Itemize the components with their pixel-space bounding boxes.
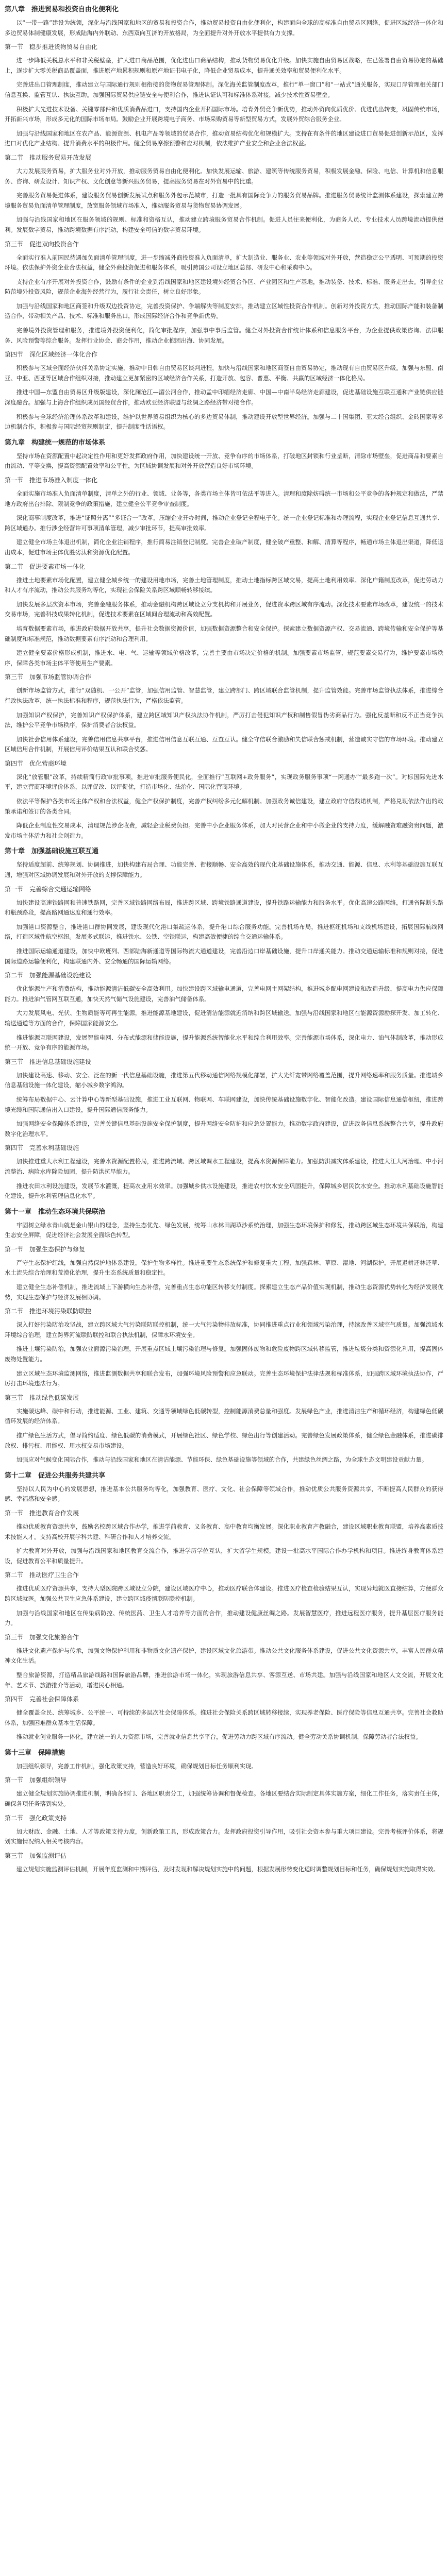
section-heading: 第二节 推动服务贸易开放发展 — [5, 154, 92, 161]
section-heading: 第一节 推进市场准入制度一体化 — [5, 477, 98, 484]
body-paragraph: 健全覆盖全民、统筹城乡、公平统一、可持续的多层次社会保障体系。推进社会保险关系跨区域转移接续，实现养老保险、医疗保险等信息互通共享。完善社会救助体系，加强困难群众基本生活保障。 — [5, 1709, 443, 1726]
chapter-heading: 第十章 加强基础设施互联互通 — [5, 848, 99, 856]
body-paragraph: 推进文化遗产保护与传承，加强文物保护利用和非物质文化遗产保护，建设区域文化旅游带。推动公共文化服务体系建设，促进公共文化资源共享，丰富人民群众精神文化生活。 — [5, 1647, 443, 1665]
body-paragraph: 加强与沿线国家和地区在传染病防控、传统医药、卫生人才培养等方面的合作，推动建设健康丝绸之路。发展智慧医疗，推进远程医疗服务，提升基层医疗服务能力。 — [5, 1609, 443, 1627]
body-paragraph: 推进能源互联网建设，发展智能电网、分布式能源和储能设施，提升能源系统智能化水平和综合利用效率。完善能源市场体系，深化电力、油气体制改革，推动形成统一开放、竞争有序的能源市场。 — [5, 1033, 443, 1052]
body-paragraph: 建立规划实施监测评估机制，开展年度监测和中期评估，及时发现和解决规划实施中的问题，根据发展形势变化适时调整规划目标和任务，确保规划实施取得实效。 — [16, 1865, 439, 1873]
body-paragraph: 加强与沿线国家和地区在农产品、能源资源、机电产品等领域的贸易合作，推动贸易结构优化和规模扩大。支持在有条件的地区建设进口贸易促进创新示范区，发挥进口对优化产业结构、提升消费水平的积极作用。健全贸易摩擦预警和应对机制，依法维护产业安全和企业合法权益。 — [5, 129, 443, 147]
section-heading: 第四节 深化区域经济一体化合作 — [5, 351, 98, 359]
chapter-heading: 第十二章 促进公共服务共建共享 — [5, 1471, 106, 1480]
body-paragraph: 整合旅游资源，打造精品旅游线路和国际旅游品牌，推进旅游市场一体化，实现旅游信息共享、客源互送、市场共建。加强与沿线国家和地区人文交流，开展文化年、艺术节、旅游推介等活动，增进民心相通。 — [5, 1671, 443, 1689]
body-paragraph: 优化能源生产和消费结构，推动能源清洁低碳安全高效利用。加快建设跨区域输电通道，完善电网主网架结构，推进城乡配电网建设和改造升级，提高电力供应保障能力。推进油气管网互联互通，加快天然气储气设施建设，完善油气储备体系。 — [5, 985, 443, 1003]
body-paragraph: 建立健全规划实施协调推进机制，明确各部门、各地区职责分工，加强统筹协调和督促检查。各地区要结合实际制定具体实施方案，细化工作任务，落实责任主体，确保各项任务落到实处。 — [5, 1790, 443, 1808]
body-paragraph: 加快发展多层次资本市场，完善金融服务体系，推动金融机构跨区域设立分支机构和开展业务，促进资本跨区域有序流动。深化技术要素市场改革，建设统一的技术交易市场，完善科技成果转化机制，促进技术要素在区域间合理流动和高效配置。 — [5, 600, 443, 618]
body-paragraph: 加强港口资源整合，推进港口群协同发展，建设现代化港口集疏运体系，提升港口综合服务功能。完善机场布局，推进枢纽机场和支线机场建设，拓展国际航线网络，打造区域性航空枢纽。发展多式联运，推进铁水、公铁、空铁联运，构建高效便捷的综合交通运输体系。 — [5, 923, 443, 941]
section-heading: 第一节 加强生态保护与修复 — [5, 1245, 86, 1253]
body-paragraph: 推进农田水利设施建设，发展节水灌溉，提高农业用水效率。加强城乡供水设施建设，推进农村饮水安全巩固提升，保障城乡居民饮水安全。推动水利基础设施智能化建设，提升水利管理信息化水平。 — [5, 1182, 443, 1200]
body-paragraph: 完善境外投资管理和服务，推进境外投资便利化，简化审批程序，加强事中事后监管。健全对外投资合作统计体系和信息服务平台，为企业提供政策咨询、法律服务、风险预警等综合服务。发挥行业协会、商会作用，推动企业抱团出海、协同发展。 — [5, 327, 443, 344]
body-paragraph: 实施碳达峰、碳中和行动，推进能源、工业、建筑、交通等领域绿色低碳转型，控制能源消费总量和强度。发展绿色产业，推进清洁生产和循环经济，构建绿色低碳循环发展的经济体系。 — [5, 1407, 443, 1425]
section-heading: 第二节 强化政策支持 — [5, 1814, 67, 1822]
body-paragraph: 加快推进重大水利工程建设，完善水资源配置格局，推进跨流域、跨区域调水工程建设，提高水资源保障能力。加强防洪减灾体系建设，推进大江大河治理、中小河流整治、病险水库除险加固，提升防洪抗旱能力。 — [5, 1158, 443, 1175]
body-paragraph: 积极参与全球经济治理体系改革和建设，维护以世界贸易组织为核心的多边贸易体制，推动建设开放型世界经济。加强与二十国集团、亚太经合组织、金砖国家等多边机制合作，积极参与国际经贸规则制定，提升制度性话语权。 — [5, 413, 443, 431]
chapter-heading: 第八章 推进贸易和投资自由化便利化 — [5, 6, 119, 13]
body-paragraph: 深化商事制度改革，推进“证照分离”“多证合一”改革，压缩企业开办时间，推动企业登记全程电子化。统一企业登记标准和办理流程，实现企业登记信息互通共享、跨区域通办。推行涉企经营许可事项清单管理，减少审批环节，提高审批效率。 — [5, 514, 443, 532]
body-paragraph: 降低企业制度性交易成本，清理规范涉企收费，减轻企业税费负担。完善中小企业服务体系，加大对民营企业和中小微企业的支持力度，缓解融资难融资贵问题，激发市场主体活力和社会创造力。 — [5, 822, 443, 839]
body-paragraph: 建立健全要素价格形成机制，推进水、电、气、运输等领域价格改革，完善主要由市场决定价格的机制。加强要素市场监管，规范要素交易行为，维护要素市场秩序，保障各类市场主体平等使用生产要素。 — [5, 649, 443, 667]
body-paragraph: 深化“放管服”改革，持续精简行政审批事项，推进审批服务便民化，全面推行“互联网+政务服务”，实现政务服务事项“一网通办”“最多跑一次”。对标国际先进水平，建立营商环境评价体系，以评促改、以评促优，打造市场化、法治化、国际化营商环境。 — [5, 773, 443, 791]
body-paragraph: 积极扩大先进技术设备、关键零部件和优质消费品进口，支持国内企业开拓国际市场。培育外贸竞争新优势，推动外贸向优质优价、优进优出转变，巩固传统市场，开拓新兴市场，形成多元化的国际市场布局。鼓励企业开展跨境电子商务、市场采购贸易等新型贸易方式，发展外贸综合服务企业。 — [5, 105, 443, 123]
section-heading: 第三节 推进信息基础设施建设 — [5, 1058, 92, 1065]
body-paragraph: 进一步降低关税总水平和非关税壁垒，扩大进口商品范围，优化进出口商品结构，推动货物贸易优化升级。加快实施自由贸易区战略，在已签署自由贸易协定的基础上，逐步扩大零关税商品覆盖面，推进原产地累积规则和原产地证书电子化，降低企业贸易成本，提升通关效率和贸易便利化水平。 — [5, 57, 443, 74]
body-paragraph: 加快建设高速铁路网和普速铁路网，完善区域铁路网络布局，推进跨区域、跨境铁路通道建设，提升铁路运输能力和服务水平。优化高速公路网络，打通省际断头路和瓶颈路段，提高路网通达度和通行效率。 — [5, 899, 443, 917]
section-heading: 第二节 推进环境污染联防联控 — [5, 1308, 92, 1315]
body-paragraph: 完善进出口管理制度，推动建立与国际通行规则相衔接的货物贸易管理体制。深化海关监管制度改革，推行“单一窗口”和“一站式”通关服务，实现口岸管理相关部门信息互换、监管互认、执法互助。加强国际贸易供应链安全与便利合作，推进认证认可和标准体系对接，减少技术性贸易壁垒。 — [5, 81, 443, 98]
body-paragraph: 加快建设高速、移动、安全、泛在的新一代信息基础设施，推进第五代移动通信网络规模化部署，扩大光纤宽带网络覆盖范围，提升网络速率和服务质量。推进城乡信息基础设施一体化建设，缩小城乡数字鸿沟。 — [5, 1071, 443, 1089]
chapter-heading: 第十一章 推动生态环境共保联治 — [5, 1208, 106, 1216]
section-heading: 第三节 促进双向投资合作 — [5, 240, 79, 248]
body-paragraph: 加强网络安全保障体系建设，完善关键信息基础设施安全保护制度，提升网络安全防护和应急处置能力。推动数字政府建设，促进政务信息系统整合共享，提升政府数字化治理水平。 — [5, 1120, 443, 1138]
body-paragraph: 推进国际运输通道建设，加快中欧班列、西部陆海新通道等国际物流大通道建设，完善沿边口岸基础设施，提升口岸通关能力。推动交通运输标准和规则对接，促进国际道路运输便利化，构建联通内外、安全畅通的国际运输网络。 — [5, 947, 443, 965]
body-paragraph: 加强与沿线国家和地区商签和升级双边投资协定，完善投资保护、争端解决等制度安排，推动建立区域性投资合作机制。创新对外投资方式，推动国际产能和装备制造合作，带动相关产品、技术、标准和服务出口，形成国际经济合作和竞争新优势。 — [5, 302, 443, 320]
body-paragraph: 加快社会信用体系建设，完善信用信息共享平台，推进信用信息互联互通、互查互认。健全守信联合激励和失信联合惩戒机制，营造诚实守信的市场环境。推动建立区域信用合作机制，开展信用评价结果互认和联合奖惩。 — [5, 735, 443, 753]
body-paragraph: 全面实施市场准入负面清单制度，清单之外的行业、领域、业务等，各类市场主体皆可依法平等进入。清理和废除妨碍统一市场和公平竞争的各种规定和做法，严禁地方政府出台排除、限制竞争的政策措施，建立健全公平竞争审查制度。 — [5, 490, 443, 507]
section-heading: 第四节 完善社会保障体系 — [5, 1696, 79, 1703]
chapter-heading: 第九章 构建统一规范的市场体系 — [5, 438, 106, 447]
body-paragraph: 加强组织领导，完善工作机制，强化政策支持，营造良好环境，确保规划目标任务顺利实现。 — [16, 1762, 257, 1770]
section-heading: 第一节 推进教育合作发展 — [5, 1509, 79, 1517]
body-paragraph: 坚持以人民为中心的发展思想，推进基本公共服务均等化，加强教育、医疗、文化、社会保障等领域合作，推动优质公共服务资源共享，不断提高人民群众的获得感、幸福感和安全感。 — [5, 1485, 443, 1503]
body-paragraph: 推进优质医疗资源共享，支持大型医院跨区域设立分院，建设区域医疗中心，推动医疗联合体建设。推进医疗检查检验结果互认，实现异地就医直接结算，方便群众跨区域就医。加强公共卫生应急体系建设，建立跨区域疫情联防联控机制。 — [5, 1585, 443, 1602]
body-paragraph: 坚持市场在资源配置中起决定性作用和更好发挥政府作用，加快建设统一开放、竞争有序的市场体系，打破地区封锁和行业垄断，清除市场壁垒，促进商品和要素自由流动、平等交换，提高资源配置效率和公平性，为区域协调发展和对外开放营造良好市场环境。 — [5, 452, 443, 470]
section-heading: 第一节 加强组织领导 — [5, 1776, 67, 1784]
body-paragraph: 建立健全生态补偿机制，推进流域上下游横向生态补偿，完善重点生态功能区转移支付制度。探索建立生态产品价值实现机制，推动生态资源优势转化为经济发展优势，实现生态保护与经济发展相协调。 — [5, 1283, 443, 1301]
body-paragraph: 深入打好污染防治攻坚战，建立跨区域大气污染联防联控机制，统一大气污染物排放标准，协同推进重点行业和领域污染治理，持续改善区域空气质量。加强流域水环境综合治理，建立跨界河流联防联控和联合执法机制，保障水环境安全。 — [5, 1321, 443, 1338]
body-paragraph: 积极参与区域全面经济伙伴关系协定实施，推动中日韩自由贸易区谈判进程，加快与沿线国家和地区商签自由贸易协定，推动现有自由贸易区升级。加强与东盟、南亚、中亚、西亚等区域合作组织对接，推动建立更加紧密的区域经济合作关系，打造开放、包容、普惠、平衡、共赢的区域经济一体化格局。 — [5, 364, 443, 382]
body-paragraph: 加大财政、金融、土地、人才等政策支持力度，创新政策工具，形成政策合力。发挥政府投资引导作用，吸引社会资本参与重大项目建设。完善考核评价体系，将规划实施情况纳入相关考核内容。 — [5, 1827, 443, 1845]
body-paragraph: 建立区域生态环境监测网络，推进监测数据共享和联合发布，加强环境风险预警和应急联动。完善生态环境保护法律法规和标准体系，加强跨区域环境执法协作，严厉打击环境违法行为。 — [5, 1369, 443, 1387]
body-paragraph: 加强知识产权保护，完善知识产权保护体系，建立跨区域知识产权执法协作机制，严厉打击侵犯知识产权和制售假冒伪劣商品行为。强化反垄断和反不正当竞争执法，维护公平竞争市场秩序，保护消费者合法权益。 — [5, 711, 443, 729]
body-paragraph: 坚持适度超前、统筹规划、协调推进，加快构建布局合理、功能完善、衔接顺畅、安全高效的现代化基础设施体系，推动交通、能源、信息、水利等基础设施互联互通，增强对区域协调发展和对外开放的支撑保障能力。 — [5, 861, 443, 879]
body-paragraph: 依法平等保护各类市场主体产权和合法权益，健全产权保护制度，完善产权纠纷多元化解机制。加强政务诚信建设，建立政府守信践诺机制，严格兑现依法作出的政策承诺和签订的各类合同。 — [5, 798, 443, 815]
body-paragraph: 推进中国—东盟自由贸易区升级版建设，深化澜沧江—湄公河合作，推动孟中印缅经济走廊、中国—中南半岛经济走廊建设，促进基础设施互联互通和产业链供应链深度融合。加强与上海合作组织成员国经贸合作，推动欧亚经济联盟与丝绸之路经济带对接合作。 — [5, 388, 443, 406]
body-paragraph: 推动就业创业服务一体化，建立统一的人力资源市场，完善就业信息共享平台，促进劳动力跨区域有序流动。健全劳动关系协调机制，保障劳动者合法权益。 — [16, 1733, 422, 1741]
body-paragraph: 以“一带一路”建设为统领，深化与沿线国家和地区的贸易和投资合作，推动贸易投资自由化便利化，构建面向全球的高标准自由贸易区网络，促进区域经济一体化和多边贸易体制健康发展，形成陆海内外联动、东西双向互济的开放格局，为全面提升对外开放水平提供有力支撑。 — [5, 19, 443, 37]
body-paragraph: 推进土壤污染防治，加强农业面源污染治理，开展重点区域土壤污染治理与修复。加强固体废物和危险废物跨区域转移监管，推进垃圾分类和资源化利用，提高固体废物处置能力。 — [5, 1345, 443, 1363]
section-heading: 第二节 加强能源基础设施建设 — [5, 972, 92, 979]
body-paragraph: 支持企业有序开展对外投资合作，鼓励有条件的企业到沿线国家和地区建设境外经贸合作区、产业园区和生产基地，推动装备、技术、标准、服务走出去。引导企业防范境外投资风险，规范企业海外经营行为，履行社会责任，树立良好形象。 — [5, 278, 443, 296]
section-heading: 第三节 加强监测评估 — [5, 1852, 67, 1859]
body-paragraph: 推动优质教育资源共享，鼓励名校跨区域合作办学，推进学前教育、义务教育、高中教育均衡发展。深化职业教育产教融合，建设区域职业教育联盟，培养高素质技术技能人才。支持高校开展学科共建、科研合作和人才培养交流。 — [5, 1522, 443, 1540]
section-heading: 第二节 推动医疗卫生合作 — [5, 1571, 79, 1579]
body-paragraph: 创新市场监管方式，推行“双随机、一公开”监管，加强信用监管、智慧监管，建立跨部门、跨区域联合监管机制，提升监管效能。完善市场监管执法体系，推进综合行政执法改革，统一执法标准和程序，规范执法行为，严格依法监管。 — [5, 687, 443, 704]
body-paragraph: 大力发展风电、光伏、生物质能等可再生能源，推进能源基地建设，促进清洁能源就近消纳和跨区域输送。加强与沿线国家和地区在能源资源勘探开发、加工转化、输送通道等方面的合作，保障国家能源安全。 — [5, 1009, 443, 1027]
body-paragraph: 统筹布局数据中心、云计算中心等新型基础设施，推进工业互联网、物联网、车联网建设，加快传统基础设施数字化、智能化改造。建设国际信息通信枢纽，推进跨境光缆和国际通信出入口建设，提升国际通信服务能力。 — [5, 1095, 443, 1113]
chapter-heading: 第十三章 保障措施 — [5, 1749, 65, 1757]
section-heading: 第三节 推动绿色低碳发展 — [5, 1394, 79, 1401]
section-heading: 第二节 促进要素市场一体化 — [5, 563, 86, 570]
body-paragraph: 推进土地要素市场化配置，建立健全城乡统一的建设用地市场，完善土地管理制度，推动土地指标跨区域交易，提高土地利用效率。深化户籍制度改革，促进劳动力和人才有序流动，推动公共服务均等化，实现社会保险关系跨区域顺畅转移接续。 — [5, 576, 443, 594]
section-heading: 第一节 稳步推进货物贸易自由化 — [5, 43, 98, 51]
body-paragraph: 扩大教育对外开放，加强与沿线国家和地区教育交流合作，推进学历学位互认，扩大留学生规模，建设一批高水平国际合作办学机构和项目。推进终身教育体系建设，促进教育公平和质量提升。 — [5, 1547, 443, 1565]
body-paragraph: 大力发展服务贸易，扩大服务业对外开放，推动服务贸易自由化便利化。加快发展运输、旅游、建筑等传统服务贸易，积极发展金融、保险、电信、计算机和信息服务、咨询、研发设计、知识产权、文化创意等新兴服务贸易，提高服务贸易在对外贸易中的比重。 — [5, 167, 443, 185]
body-paragraph: 牢固树立绿水青山就是金山银山的理念，坚持生态优先、绿色发展，统筹山水林田湖草沙系统治理，加强生态环境保护和修复，推动跨区域生态环境共保联治，构建生态安全屏障，促进经济社会发展全面绿色转型。 — [5, 1221, 443, 1239]
body-paragraph: 严守生态保护红线，加强自然保护地体系建设，保护生物多样性。推进重要生态系统保护和修复重大工程，加强森林、草原、湿地、河湖保护，开展退耕还林还草、水土流失综合治理和荒漠化治理，提升生态系统质量和稳定性。 — [5, 1259, 443, 1277]
body-paragraph: 加强与沿线国家和地区在服务领域的规则、标准和资格互认，推动建立跨境服务贸易合作机制。促进人员往来便利化，为商务人员、专业技术人员跨境流动提供便利。发展数字贸易，推动跨境数据有序流动，构建安全可信的数字贸易环境。 — [5, 216, 443, 233]
body-paragraph: 培育数据要素市场，推进政府数据开放共享，提升社会数据资源价值，加强数据资源整合和安全保护。探索建立数据资源产权、交易流通、跨境传输和安全保护等基础制度和标准规范，推动数据要素有序流动和合理利用。 — [5, 624, 443, 642]
body-paragraph: 加强应对气候变化国际合作，推动与沿线国家和地区在清洁能源、节能环保、绿色基础设施等领域的合作，共建绿色丝绸之路，为全球生态文明建设贡献力量。 — [16, 1456, 428, 1464]
body-paragraph: 建立健全市场主体退出机制，简化企业注销程序，推行简易注销登记制度。完善企业破产制度，健全破产重整、和解、清算等程序，畅通市场主体退出渠道，降低退出成本，促进市场主体优胜劣汰和资源优化配置。 — [5, 538, 443, 556]
body-paragraph: 全面实行准入前国民待遇加负面清单管理制度，进一步缩减外商投资准入负面清单，扩大制造业、服务业、农业等领域对外开放，营造稳定公平透明、可预期的投资环境。依法保护外资企业合法权益，健全外商投资促进和服务体系，吸引跨国公司设立地区总部、研发中心和采购中心。 — [5, 253, 443, 272]
section-heading: 第四节 优化营商环境 — [5, 759, 67, 767]
section-heading: 第三节 加强文化旅游合作 — [5, 1633, 79, 1641]
section-heading: 第三节 加强市场监管协调合作 — [5, 673, 92, 681]
section-heading: 第一节 完善综合交通运输网络 — [5, 885, 92, 893]
body-paragraph: 推广绿色生活方式，倡导简约适度、绿色低碳的消费模式，开展绿色社区、绿色学校、绿色出行等创建活动。完善绿色发展政策体系，健全绿色金融体系，推进碳排放权、排污权、用能权、用水权交易市场建设。 — [5, 1432, 443, 1449]
document-body — [5, 4, 443, 1874]
section-heading: 第四节 完善水利基础设施 — [5, 1144, 79, 1152]
body-paragraph: 完善服务贸易促进体系，建设服务贸易创新发展试点和服务外包示范城市，打造一批具有国际竞争力的服务贸易品牌。推进服务贸易统计监测体系建设，探索建立跨境服务贸易负面清单管理制度，放宽服务领域市场准入，推动服务贸易与货物贸易协调发展。 — [5, 192, 443, 209]
